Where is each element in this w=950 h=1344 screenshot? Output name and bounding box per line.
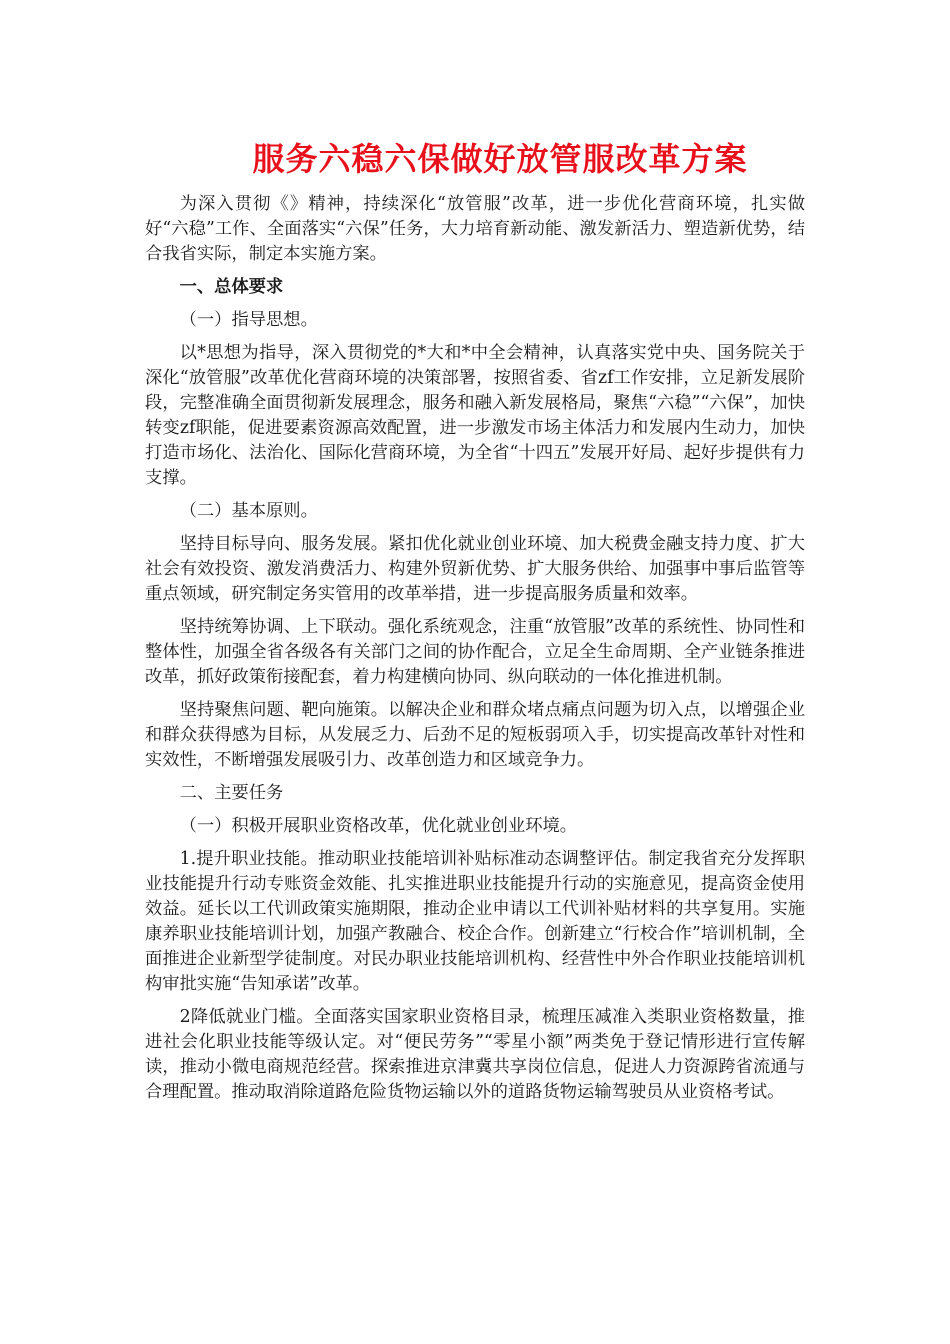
section-heading: （一）指导思想。: [179, 310, 318, 330]
section-heading: 二、主要任务: [179, 783, 284, 803]
body-paragraph: 坚持目标导向、服务发展。紧扣优化就业创业环境、加大税费金融支持力度、扩大社会有效投资、激发消费活力、构建外贸新优势、扩大服务供给、加强事中事后监管等重点领域，研究制定务实管用的改革举措，进一步提高服务质量和效率。: [145, 534, 805, 604]
document-title: 服务六稳六保做好放管服改革方案: [252, 140, 748, 178]
body-paragraph: 坚持聚焦问题、靶向施策。以解决企业和群众堵点痛点问题为切入点，以增强企业和群众获得感为目标，从发展乏力、后劲不足的短板弱项入手，切实提高改革针对性和实效性，不断增强发展吸引力、改革创造力和区域竞争力。: [145, 700, 805, 770]
body-paragraph: 坚持统筹协调、上下联动。强化系统观念，注重“放管服”改革的系统性、协同性和整体性，加强全省各级各有关部门之间的协作配合，立足全生命周期、全产业链条推进改革，抓好政策衔接配套，着力构建横向协同、纵向联动的一体化推进机制。: [145, 617, 805, 687]
body-paragraph: 为深入贯彻《》精神，持续深化“放管服”改革，进一步优化营商环境，扎实做好“六稳”工作、全面落实“六保”任务，大力培育新动能、激发新活力、塑造新优势，结合我省实际，制定本实施方案。: [145, 194, 805, 264]
body-paragraph: 2降低就业门槛。全面落实国家职业资格目录，梳理压减准入类职业资格数量，推进社会化职业技能等级认定。对“便民劳务”“零星小额”两类免于登记情形进行宣传解读，推动小微电商规范经营。探索推进京津冀共享岗位信息，促进人力资源跨省流通与合理配置。推动取消除道路危险货物运输以外的道路货物运输驾驶员从业资格考试。: [145, 1007, 805, 1102]
body-paragraph: 1.提升职业技能。推动职业技能培训补贴标准动态调整评估。制定我省充分发挥职业技能提升行动专账资金效能、扎实推进职业技能提升行动的实施意见，提高资金使用效益。延长以工代训政策实施期限，推动企业申请以工代训补贴材料的共享复用。实施康养职业技能培训计划，加强产教融合、校企合作。创新建立“行校合作”培训机制，全面推进企业新型学徒制度。对民办职业技能培训机构、经营性中外合作职业技能培训机构审批实施“告知承诺”改革。: [145, 849, 805, 994]
section-heading-bold: 一、总体要求: [179, 277, 284, 297]
document-body: [145, 192, 805, 1113]
body-paragraph: 以*思想为指导，深入贯彻党的*大和*中全会精神，认真落实党中央、国务院关于深化“放管服”改革优化营商环境的决策部署，按照省委、省zf工作安排，立足新发展阶段，完整准确全面贯彻新发展理念，服务和融入新发展格局，聚焦“六稳”“六保”，加快转变zf职能，促进要素资源高效配置，进一步激发市场主体活力和发展内生动力，加快打造市场化、法治化、国际化营商环境，为全省“十四五”发展开好局、起好步提供有力支撑。: [145, 343, 805, 488]
section-heading: （一）积极开展职业资格改革，优化就业创业环境。: [179, 816, 578, 836]
section-heading: （二）基本原则。: [179, 501, 318, 521]
